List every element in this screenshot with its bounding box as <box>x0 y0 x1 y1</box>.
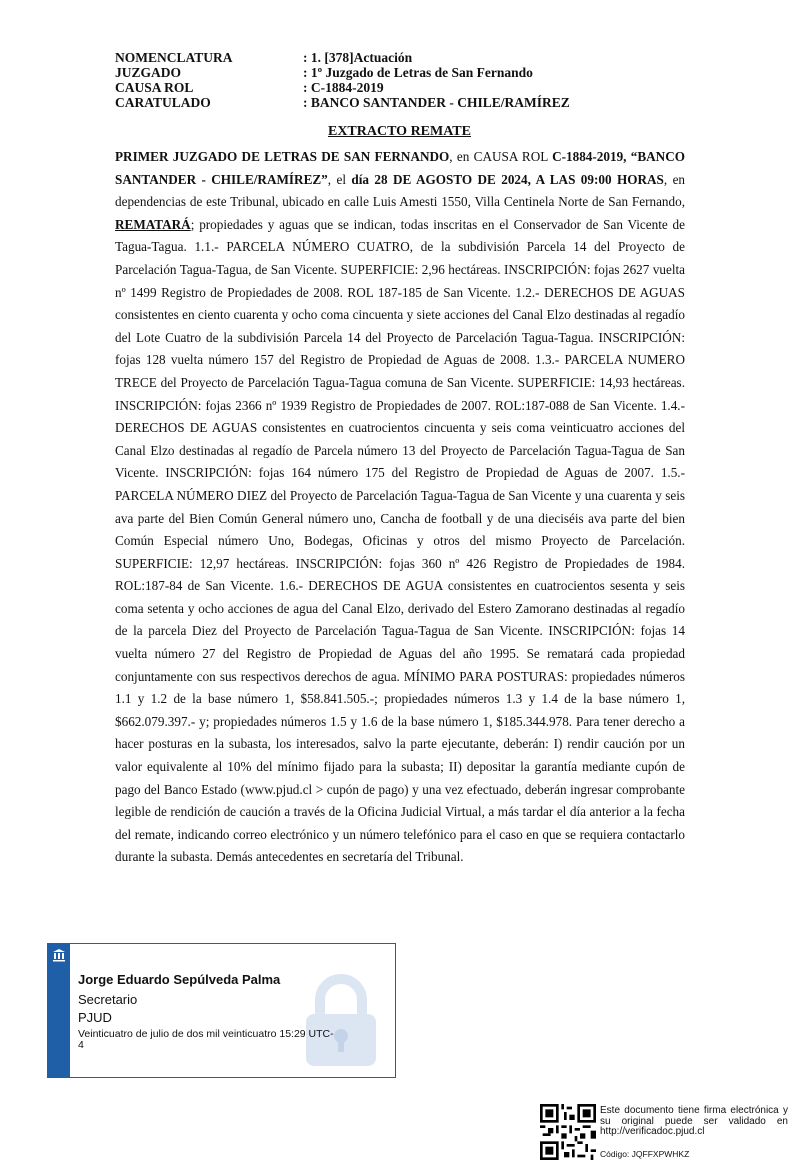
court-name: PRIMER JUZGADO DE LETRAS DE SAN FERNANDO <box>115 149 450 164</box>
document-body <box>115 146 685 869</box>
header-key: CARATULADO <box>115 95 211 110</box>
body-text: , el <box>327 171 352 187</box>
header-row-causa-rol <box>115 80 570 95</box>
auction-verb: REMATARÁ <box>115 216 191 232</box>
auction-date: día 28 DE AGOSTO DE 2024, A LAS 09:00 HORAS <box>351 171 664 187</box>
signature-bar <box>48 944 70 1077</box>
verification-text: Este documento tiene firma electrónica y su original puede ser validado en http://verificadoc.pjud.cl <box>600 1105 788 1137</box>
signer-org: PJUD <box>78 1010 112 1025</box>
body-text: , en dependencias de este Tribunal, ubicado en calle Luis Amesti 1550, Villa Centinela Norte de San Fernando, <box>115 171 686 210</box>
body-text: ; propiedades y aguas que se indican, todas inscritas en el Conservador de San Vicente de Tagua-Tagua. 1.1.- PARCELA NÚMERO CUATRO, de la subdivisión Parcela 14 del Proyecto de Parcelación Tagua-Tagua, de San Vicente. SUPERFICIE: 2,96 hectáreas. INSCRIPCIÓN: fojas 2627 vuelta nº 1499 Registro de Propiedades de 2008. ROL 187-185 de San Vicente. 1.2.- DERECHOS DE AGUAS consistentes en ciento cuarenta y ocho coma cincuenta y siete acciones del Canal Elzo destinadas al regadío del Lote Cuatro de la subdivisión Parcela 14 del Proyecto de Parcelación Tagua-Tagua. INSCRIPCIÓN: fojas 128 vuelta número 157 del Registro de Propiedad de Aguas de 2008. 1.3.- PARCELA NUMERO TRECE del Proyecto de Parcelación Tagua-Tagua comuna de San Vicente. SUPERFICIE: 14,93 hectáreas. INSCRIPCIÓN: fojas 2366 nº 1939 Registro de Propiedades de 2007. ROL:187-088 de San Vicente. 1.4.- DERECHOS DE AGUAS consistentes en cuatrocientos cincuenta y seis coma veinticuatro acciones del Canal Elzo destinadas al regadío de Parcela número 13 del Proyecto de Parcelación Tagua-Tagua de San Vicente. INSCRIPCIÓN: fojas 164 número 175 del Registro de Propiedad de Aguas de 2007. 1.5.- PARCELA NÚMERO DIEZ del Proyecto de Parcelación Tagua-Tagua de San Vicente y una cuarenta y seis ava parte del Bien Común General número uno, Cancha de football y de una dieciséis ava parte del bien Común Especial número Uno, Bodegas, Oficinas y otros del mismo Proyecto de Parcelación. SUPERFICIE: 12,97 hectáreas. INSCRIPCIÓN: fojas 360 nº 426 Registro de Propiedades de 1984. ROL:187-84 de San Vicente. 1.6.- DERECHOS DE AGUA consistentes en cuatrocientos sesenta y seis coma setenta y ocho acciones de agua del Canal Elzo, derivado del Estero Zamorano destinadas al regadío de la parcela Diez del Proyecto de Parcelación Tagua-Tagua de San Vicente. INSCRIPCIÓN: fojas 14 vuelta número 27 del Registro de Propiedad de Aguas del año 1995. Se rematará cada propiedad conjuntamente con sus respectivos derechos de agua. MÍNIMO PARA POSTURAS: propiedades números 1.1 y 1.2 de la base número 1, $58.841.505.-; propiedades números 1.3 y 1.4 de la base número 1, $662.079.397.- y; propiedades números 1.5 y 1.6 de la base número 1, $185.344.978. Para tener derecho a hacer posturas en la subasta, los interesados, salvo la parte ejecutante, deberán: I) rendir caución por un valor equivalente al 10% del mínimo fijado para la subasta; II) depositar la garantía mediante cupón de pago del Banco Estado (www.pjud.cl > cupón de pago) y una vez efectuado, deberán ingresar comprobante legible de rendición de caución a través de la Oficina Judicial Virtual, a más tardar el día anterior a la fecha del remate, indicando correo electrónico y un número telefónico para el caso en que se requiera contactarlo durante la subasta. Demás antecedentes en secretaría del Tribunal. <box>115 216 685 865</box>
document-title: EXTRACTO REMATE <box>327 124 471 139</box>
header-row-nomenclatura <box>115 50 570 65</box>
header-value: : C-1884-2019 <box>303 80 384 95</box>
case-reference: C-1884-2019, “BANCO SANTANDER - CHILE/RAMÍREZ” <box>115 149 685 187</box>
verification-code: Código: JQFFXPWHKZ <box>600 1149 690 1159</box>
header-key: JUZGADO <box>115 65 182 80</box>
header-row-caratulado <box>115 95 570 110</box>
body-text: , en CAUSA ROL <box>449 149 553 164</box>
header-key: NOMENCLATURA <box>115 50 233 65</box>
signer-role: Secretario <box>78 992 138 1007</box>
header-key: CAUSA ROL <box>115 80 194 95</box>
header-value: : BANCO SANTANDER - CHILE/RAMÍREZ <box>303 95 570 110</box>
signature-block <box>47 943 396 1078</box>
signer-name: Jorge Eduardo Sepúlveda Palma <box>78 972 281 987</box>
header-value: : 1. [378]Actuación <box>303 50 413 65</box>
courthouse-icon <box>52 948 66 962</box>
qr-code-icon[interactable] <box>540 1104 596 1160</box>
signature-date: Veinticuatro de julio de dos mil veinticuatro 15:29 UTC-4 <box>78 1028 334 1051</box>
header-row-juzgado <box>115 65 570 80</box>
header-value: : 1º Juzgado de Letras de San Fernando <box>303 65 533 80</box>
case-header <box>115 50 570 110</box>
lock-icon <box>296 970 386 1070</box>
